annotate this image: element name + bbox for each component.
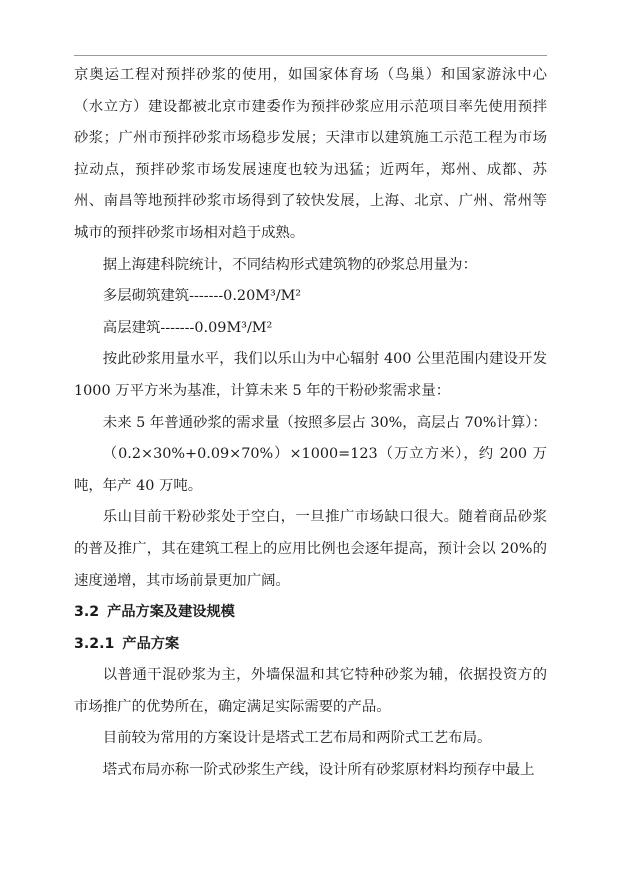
section-title: 产品方案及建设规模 — [107, 604, 235, 621]
document-body — [74, 60, 547, 787]
section-heading-3-2-1 — [74, 629, 547, 661]
paragraph-market-cities: 京奥运工程对预拌砂浆的使用，如国家体育场（鸟巢）和国家游泳中心（水立方）建设都被北京市建委作为预拌砂浆应用示范项目率先使用预拌砂浆；广州市预拌砂浆市场稳步发展；天津市以建筑施工示范工程为市场拉动点，预拌砂浆市场发展速度也较为迅猛；近两年，郑州、成都、苏州、南昌等地预拌砂浆市场得到了较快发展，上海、北京、广州、常州等城市的预拌砂浆市场相对趋于成熟。 — [74, 67, 547, 241]
paragraph-stat-intro: 据上海建科院统计，不同结构形式建筑物的砂浆总用量为： — [102, 256, 477, 273]
section-title: 产品方案 — [122, 635, 180, 652]
paragraph-calc-basis: 未来 5 年普通砂浆的需求量（按照多层占 30%，高层占 70%计算）： — [102, 414, 547, 431]
section-number: 3.2 — [74, 604, 100, 621]
paragraph-market-outlook: 乐山目前干粉砂浆处于空白，一旦推广市场缺口很大。随着商品砂浆的普及推广，其在建筑工程上的应用比例也会逐年提高，预计会以 20%的速度递增，其市场前景更加广阔。 — [74, 509, 547, 589]
paragraph-calc-intro: 按此砂浆用量水平，我们以乐山为中心辐射 400 公里范围内建设开发 1000 万平方米为基准，计算未来 5 年的干粉砂浆需求量： — [74, 351, 547, 399]
header-rule — [74, 55, 547, 56]
paragraph-layout-options: 目前较为常用的方案设计是塔式工艺布局和两阶式工艺布局。 — [102, 730, 492, 747]
paragraph-calc-formula: （0.2×30%+0.09×70%）×1000=123（万立方米），约 200 万吨，年产 40 万吨。 — [74, 446, 547, 494]
section-heading-3-2 — [74, 597, 547, 629]
paragraph-product-plan: 以普通干混砂浆为主，外墙保温和其它特种砂浆为辅，依据投资方的市场推广的优势所在，确定满足实际需要的产品。 — [74, 667, 547, 715]
section-number: 3.2.1 — [74, 635, 115, 652]
stat-line-multistory: 多层砌筑建筑-------0.20M³/M² — [102, 288, 302, 305]
stat-line-highrise: 高层建筑-------0.09M³/M² — [102, 319, 273, 336]
paragraph-tower-layout: 塔式布局亦称一阶式砂浆生产线，设计所有砂浆原材料均预存中最上 — [102, 762, 535, 779]
